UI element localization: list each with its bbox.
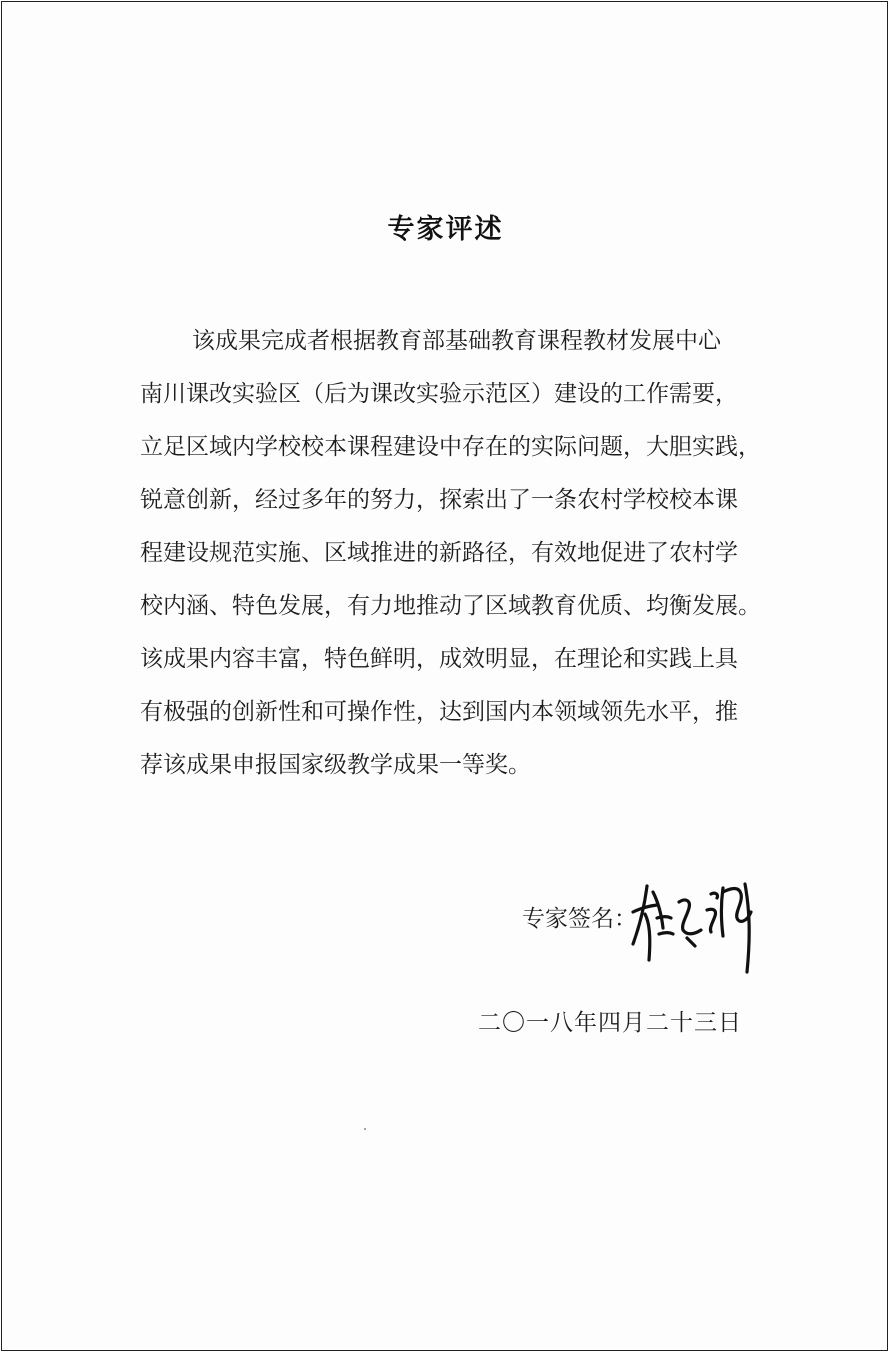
paragraph-line: 校内涵、特色发展，有力地推动了区域教育优质、均衡发展。 [140, 593, 761, 619]
paragraph-line: 立足区域内学校校本课程建设中存在的实际问题，大胆实践， [140, 434, 761, 460]
paragraph-line: 该成果完成者根据教育部基础教育课程教材发展中心 [192, 328, 721, 354]
handwritten-signature-icon [627, 872, 767, 982]
paragraph-line: 荐该成果申报国家级教学成果一等奖。 [140, 752, 531, 778]
paragraph-line: 南川课改实验区（后为课改实验示范区）建设的工作需要， [140, 381, 738, 407]
paragraph-line: 该成果内容丰富，特色鲜明，成效明显，在理论和实践上具 [140, 646, 738, 672]
document-page [1, 1, 888, 1351]
document-title: 专家评述 [387, 214, 504, 245]
signature-label: 专家签名： [522, 906, 637, 932]
paragraph-line: 锐意创新，经过多年的努力，探索出了一条农村学校校本课 [140, 487, 738, 513]
paragraph-line: 程建设规范实施、区域推进的新路径，有效地促进了农村学 [140, 540, 738, 566]
document-date: 二〇一八年四月二十三日 [478, 1010, 742, 1036]
review-paragraph [140, 315, 760, 792]
paragraph-line: 有极强的创新性和可操作性，达到国内本领域领先水平，推 [140, 699, 738, 725]
scan-speck [364, 1128, 366, 1130]
